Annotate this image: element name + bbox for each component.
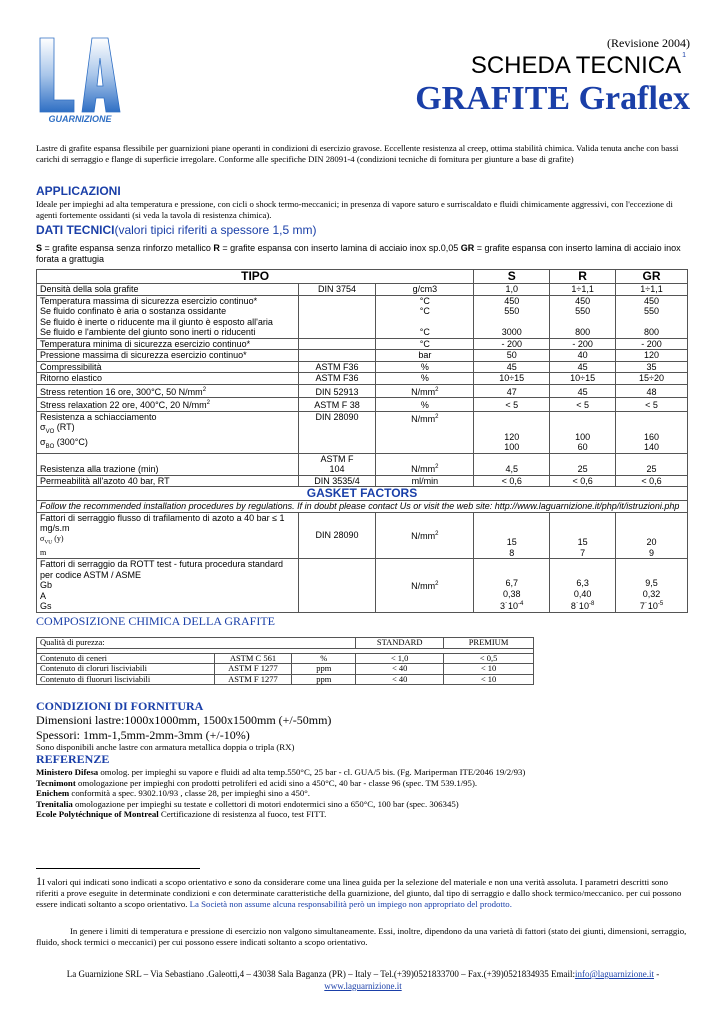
legend-gr-key: GR bbox=[460, 243, 475, 253]
row-value-gr: 15÷20 bbox=[616, 373, 688, 385]
row-label-line: Gs bbox=[40, 601, 52, 612]
value-line: 60 bbox=[577, 442, 588, 453]
row-unit: g/cm3 bbox=[376, 284, 474, 296]
footnote-disclaimer: La Società non assume alcuna responsabilità però un impiego non appropriato del prodotto. bbox=[189, 899, 512, 909]
subscript: VU bbox=[44, 539, 53, 546]
row-label-line: A bbox=[40, 590, 47, 601]
value-line: 0,32 bbox=[642, 588, 661, 599]
row-standard bbox=[298, 295, 376, 338]
reference-name: Ecole Polytéchnique of Montreal bbox=[36, 809, 159, 819]
referenze-list bbox=[36, 767, 525, 820]
row-label-line bbox=[40, 534, 295, 548]
value-line: 450 bbox=[504, 295, 520, 306]
row-unit bbox=[376, 559, 474, 613]
row-value-r: - 200 bbox=[550, 338, 616, 350]
row-label-line: mg/s.m bbox=[40, 523, 70, 534]
row-standard: DIN 3535/4 bbox=[298, 475, 376, 487]
unit-text: N/mm bbox=[411, 581, 436, 592]
row-value-r: 45 bbox=[550, 384, 616, 398]
value-line: 550 bbox=[644, 306, 660, 316]
subscript: VO bbox=[45, 428, 55, 435]
legend-r-key: R bbox=[213, 243, 220, 253]
footnote-body: I valori qui indicati sono indicati a scopo orientativo e sono da considerare come una linea guida per la selezione del materiale e non una verità assoluta. I parametri descritti sono riferiti a prove eseguite in determinate condizioni e con determinate caratteristiche della guarnizione, del giunto, dal tipo di serraggio e dallo shock termico/meccanico. per cui possono essere indicati soltanto a scopo orientativo. bbox=[36, 877, 682, 909]
row-unit: % bbox=[376, 373, 474, 385]
list-item bbox=[36, 788, 525, 799]
row-value-r: < 5 bbox=[550, 398, 616, 412]
superscript: 2 bbox=[435, 531, 439, 538]
reference-name: Trenitalia bbox=[36, 798, 73, 809]
row-value-s bbox=[474, 411, 550, 453]
reference-text: omolog. per impieghi su vapore e fluidi ad alta temp.550°C, 25 bar - cl. GUA/5 bis. (Fg. Mariperman ITE/2046 19/2/93) bbox=[98, 767, 526, 777]
reference-name: Enichem bbox=[36, 788, 70, 798]
value-line: 100 bbox=[504, 442, 520, 453]
doc-type-heading bbox=[471, 52, 686, 80]
superscript: 2 bbox=[435, 413, 439, 420]
row-label: Contenuto di fluoruri lisciviabili bbox=[37, 674, 215, 685]
value-line bbox=[619, 599, 684, 612]
type-legend bbox=[36, 243, 690, 265]
value-line: 15 bbox=[577, 537, 588, 548]
unit-text: N/mm bbox=[411, 464, 436, 475]
row-value-gr bbox=[616, 411, 688, 453]
row-value-gr: < 0,6 bbox=[616, 475, 688, 487]
unit-text: N/mm bbox=[411, 386, 436, 397]
row-standard: ASTM F36 bbox=[298, 361, 376, 373]
table-row bbox=[37, 295, 688, 338]
row-label: Compressibilità bbox=[37, 361, 299, 373]
sigma-symbol: σ bbox=[40, 422, 46, 432]
footnote-text bbox=[36, 876, 690, 910]
gasket-factors-heading: GASKET FACTORS bbox=[37, 487, 688, 501]
row-value-r: 45 bbox=[550, 361, 616, 373]
header-tipo: TIPO bbox=[37, 270, 474, 284]
table-row bbox=[37, 411, 688, 453]
row-standard bbox=[298, 453, 376, 475]
unit-line: °C bbox=[419, 306, 430, 316]
row-unit: °C bbox=[376, 338, 474, 350]
reference-text: conformità a spec. 9302.10/93 , classe 28, per impieghi sino a 450°. bbox=[69, 788, 310, 798]
dati-tecnici-title: DATI TECNICI bbox=[36, 223, 115, 237]
row-label: Resistenza alla trazione (min) bbox=[37, 453, 299, 475]
times-ten: ˙10 bbox=[575, 601, 589, 612]
value-line: 100 bbox=[575, 431, 591, 442]
row-label: Temperatura minima di sicurezza esercizio continuo* bbox=[37, 338, 299, 350]
row-value-r: 10÷15 bbox=[550, 373, 616, 385]
header-standard: STANDARD bbox=[356, 638, 444, 649]
table-row bbox=[37, 350, 688, 362]
value-line: 800 bbox=[644, 327, 660, 337]
row-standard: ASTM F36 bbox=[298, 373, 376, 385]
value-line: 450 bbox=[644, 295, 660, 306]
fornitura-thickness: Spessori: 1mm-1,5mm-2mm-3mm (+/-10%) bbox=[36, 728, 250, 742]
row-standard: ASTM C 561 bbox=[214, 653, 292, 664]
row-unit bbox=[376, 295, 474, 338]
footnote-limits: In genere i limiti di temperatura e pressione di esercizio non valgono simultaneamente. Essi, inoltre, dipendono da una varietà di fattori (stato dei giunti, dimensioni, serraggio, fluido, shock termici o meccanici) per cui possono essere indicati soltanto a scopo orientativo. bbox=[36, 926, 687, 947]
legend-gr-text: = grafite espansa con inserto lamina di acciaio inox forata a grattugia bbox=[36, 243, 681, 264]
intro-paragraph: Lastre di grafite espansa flessibile per guarnizioni piane operanti in condizioni di esercizio gravose. Eccellente resistenza al creep, ottima stabilità chimica. Valida tenuta anche con bassi carichi di serraggio e flange di superficie irregolare. Conforme alle specifiche DIN 28091-4 (condizioni tecniche di fornitura per giunture a base di grafite) bbox=[36, 143, 679, 164]
row-value-gr bbox=[616, 559, 688, 613]
fornitura-dimensions: Dimensioni lastre:1000x1000mm, 1500x1500mm (+/-50mm) bbox=[36, 713, 332, 727]
row-label-line: Gb bbox=[40, 580, 53, 591]
row-label-line: Se fluido è inerte o riducente ma il giunto è esposto all'aria bbox=[40, 316, 273, 327]
value-line: 20 bbox=[646, 537, 657, 548]
times-ten: ˙10 bbox=[505, 601, 519, 612]
row-unit: ml/min bbox=[376, 475, 474, 487]
superscript: 2 bbox=[202, 386, 207, 393]
row-value-s bbox=[474, 295, 550, 338]
footnote-number: 1 bbox=[36, 874, 42, 888]
row-label-line: Se fluido e l'ambiente del giunto sono inerti o riducenti bbox=[40, 327, 256, 337]
row-value-premium: < 10 bbox=[444, 674, 534, 685]
exponent: -4 bbox=[518, 601, 524, 608]
row-label bbox=[37, 411, 299, 453]
row-label-text: (RT) bbox=[54, 422, 75, 432]
value-line: 120 bbox=[504, 431, 520, 442]
value-line: 9,5 bbox=[645, 578, 658, 589]
table-row bbox=[37, 361, 688, 373]
unit-line: °C bbox=[419, 295, 430, 306]
row-unit: % bbox=[376, 398, 474, 412]
row-value-gr: 120 bbox=[616, 350, 688, 362]
value-line: 15 bbox=[506, 537, 517, 548]
table-row bbox=[37, 284, 688, 296]
revision-label: (Revisione 2004) bbox=[607, 36, 690, 50]
row-label-line: Fattori di serraggio flusso di trafilamento di azoto a 40 bar ≤ 1 bbox=[40, 512, 285, 523]
row-standard: DIN 3754 bbox=[298, 284, 376, 296]
row-value-standard: < 1,0 bbox=[356, 653, 444, 664]
row-value-gr bbox=[616, 295, 688, 338]
row-value-s: 4,5 bbox=[474, 453, 550, 475]
row-label-line: Resistenza a schiacciamento bbox=[40, 411, 157, 422]
row-standard: DIN 52913 bbox=[298, 384, 376, 398]
row-value-r bbox=[550, 512, 616, 559]
sigma-symbol: σ bbox=[40, 437, 46, 448]
value-line: 800 bbox=[575, 327, 591, 337]
row-label-line: Fattori di serraggio da ROTT test - futura procedura standard bbox=[40, 559, 283, 570]
row-value-standard: < 40 bbox=[356, 664, 444, 675]
row-label bbox=[37, 512, 299, 559]
table-row bbox=[37, 338, 688, 350]
row-label-line: Temperatura massima di sicurezza esercizio continuo* bbox=[40, 295, 258, 306]
exponent: -5 bbox=[657, 601, 664, 608]
reference-text: omologazione per impieghi su testate e collettori di motori endotermici sino a 650°C, 100 bar (spec. 306345) bbox=[72, 798, 459, 809]
row-unit: ppm bbox=[292, 664, 356, 675]
mantissa: 8 bbox=[570, 601, 576, 612]
table-row bbox=[37, 373, 688, 385]
legend-s-key: S bbox=[36, 243, 43, 253]
row-label: Ritorno elastico bbox=[37, 373, 299, 385]
list-item bbox=[36, 767, 525, 778]
row-label bbox=[37, 295, 299, 338]
row-label-line bbox=[40, 422, 295, 437]
dati-tecnici-subtitle: (valori tipici riferiti a spessore 1,5 mm) bbox=[114, 223, 317, 237]
list-item bbox=[36, 809, 525, 820]
reference-text: Certificazione di resistenza al fuoco, test FITT. bbox=[158, 809, 327, 819]
row-standard bbox=[298, 350, 376, 362]
applicazioni-heading: APPLICAZIONI bbox=[36, 184, 121, 198]
gasket-factors-header-row bbox=[37, 487, 688, 501]
row-standard: DIN 28090 bbox=[298, 512, 376, 559]
row-value-s: 1,0 bbox=[474, 284, 550, 296]
row-value-r: 1÷1,1 bbox=[550, 284, 616, 296]
row-value-r: < 0,6 bbox=[550, 475, 616, 487]
row-unit: % bbox=[376, 361, 474, 373]
value-line: 0,40 bbox=[573, 588, 592, 599]
page-title: GRAFITE Graflex bbox=[415, 80, 690, 117]
applicazioni-text: Ideale per impieghi ad alta temperatura e pressione, con cicli o shock termo-meccanici; in presenza di vapore saturo e surriscaldato e fluidi chimicamente aggressivi, con l'eccezione di agenti fortemente ossidanti (si veda la tavola di resistenza chimica). bbox=[36, 199, 673, 220]
row-standard bbox=[298, 338, 376, 350]
composizione-heading: COMPOSIZIONE CHIMICA DELLA GRAFITE bbox=[36, 614, 276, 628]
website-link[interactable]: www.laguarnizione.it bbox=[324, 981, 402, 991]
table-row bbox=[37, 475, 688, 487]
footnote-ref: 1 bbox=[682, 52, 686, 59]
table-row bbox=[37, 664, 534, 675]
row-label-line: Se fluido confinato è aria o sostanza ossidante bbox=[40, 306, 227, 316]
table-row bbox=[37, 512, 688, 559]
row-label-text: (300°C) bbox=[54, 437, 88, 448]
table-row bbox=[37, 398, 688, 412]
value-line: 160 bbox=[644, 431, 660, 442]
footer-dash: - bbox=[654, 969, 660, 979]
value-line: 550 bbox=[575, 306, 591, 316]
row-label-text: (y) bbox=[52, 533, 64, 543]
mantissa: 3 bbox=[500, 601, 506, 612]
logo-graphic bbox=[36, 36, 124, 126]
header-s: S bbox=[474, 270, 550, 284]
row-standard: ASTM F 38 bbox=[298, 398, 376, 412]
row-value-gr bbox=[616, 512, 688, 559]
row-value-r bbox=[550, 295, 616, 338]
row-label: Contenuto di cloruri lisciviabili bbox=[37, 664, 215, 675]
row-standard bbox=[298, 559, 376, 613]
table-row bbox=[37, 453, 688, 475]
unit-line: °C bbox=[419, 327, 430, 337]
header-r: R bbox=[550, 270, 616, 284]
mantissa: 7 bbox=[639, 601, 645, 612]
row-value-s bbox=[474, 559, 550, 613]
row-value-standard: < 40 bbox=[356, 674, 444, 685]
header-gr: GR bbox=[616, 270, 688, 284]
row-label-line bbox=[40, 437, 295, 452]
row-value-premium: < 10 bbox=[444, 664, 534, 675]
row-label: Densità della sola grafite bbox=[37, 284, 299, 296]
value-line: 6,7 bbox=[505, 578, 518, 589]
fornitura-heading: CONDIZIONI DI FORNITURA bbox=[36, 699, 204, 713]
standard-line: 104 bbox=[329, 464, 345, 475]
list-item bbox=[36, 799, 525, 810]
row-value-r bbox=[550, 411, 616, 453]
dati-tecnici-heading bbox=[36, 223, 317, 237]
table-row bbox=[37, 653, 534, 664]
row-standard: ASTM F 1277 bbox=[214, 674, 292, 685]
logo-subtitle: GUARNIZIONE bbox=[48, 114, 112, 124]
header-premium: PREMIUM bbox=[444, 638, 534, 649]
value-line: 550 bbox=[504, 306, 520, 316]
row-standard: ASTM F 1277 bbox=[214, 664, 292, 675]
row-unit: % bbox=[292, 653, 356, 664]
row-value-r: 25 bbox=[550, 453, 616, 475]
value-line: 6,3 bbox=[576, 578, 589, 589]
row-label-text: Stress relaxation 22 ore, 400°C, 20 N/mm bbox=[40, 400, 207, 410]
table-header-row bbox=[37, 270, 688, 284]
value-line: 140 bbox=[644, 442, 660, 453]
row-value-s bbox=[474, 512, 550, 559]
referenze-heading: REFERENZE bbox=[36, 752, 110, 766]
row-value-s: - 200 bbox=[474, 338, 550, 350]
composition-header-row bbox=[37, 638, 534, 649]
composition-table bbox=[36, 637, 534, 685]
row-value-s: 47 bbox=[474, 384, 550, 398]
row-label: Contenuto di ceneri bbox=[37, 653, 215, 664]
table-row bbox=[37, 384, 688, 398]
subscript: BO bbox=[45, 444, 55, 451]
company-logo bbox=[36, 36, 124, 131]
doc-type-text: SCHEDA TECNICA bbox=[470, 52, 682, 79]
superscript: 2 bbox=[435, 386, 439, 393]
row-standard: DIN 28090 bbox=[298, 411, 376, 453]
row-value-gr: 35 bbox=[616, 361, 688, 373]
row-unit bbox=[376, 384, 474, 398]
value-line: 8 bbox=[509, 547, 515, 558]
row-value-premium: < 0,5 bbox=[444, 653, 534, 664]
footer-address: La Guarnizione SRL – Via Sebastiano .Galeotti,4 – 43038 Sala Baganza (PR) – Italy – Tel.(+39)0521833700 – Fax.(+39)0521834935 Email: bbox=[66, 969, 575, 979]
row-value-r: 40 bbox=[550, 350, 616, 362]
row-unit bbox=[376, 512, 474, 559]
value-line: 7 bbox=[580, 547, 586, 558]
row-label-text: Stress retention 16 ore, 300°C, 50 N/mm bbox=[40, 386, 203, 397]
list-item bbox=[36, 778, 525, 789]
footnote-separator bbox=[36, 868, 200, 869]
row-value-r bbox=[550, 559, 616, 613]
superscript: 2 bbox=[435, 464, 439, 471]
gasket-note-row bbox=[37, 501, 688, 513]
row-label bbox=[37, 398, 299, 412]
table-row bbox=[37, 559, 688, 613]
sigma-symbol: σ bbox=[40, 533, 45, 543]
standard-line: ASTM F bbox=[320, 453, 354, 464]
row-value-s: 45 bbox=[474, 361, 550, 373]
value-line bbox=[477, 599, 546, 612]
row-value-gr: - 200 bbox=[616, 338, 688, 350]
reference-text: omologazione per impieghi con prodotti petroliferi ed acidi sino a 450°C, 40 bar - classe 96 (spec. TM 539.1/95). bbox=[75, 777, 478, 788]
value-line: 0,38 bbox=[502, 588, 521, 599]
row-label bbox=[37, 384, 299, 398]
purity-label: Qualità di purezza: bbox=[37, 638, 356, 649]
row-label: Permeabilità all'azoto 40 bar, RT bbox=[37, 475, 299, 487]
row-unit bbox=[376, 411, 474, 453]
superscript: 2 bbox=[435, 581, 439, 588]
row-label-line: m bbox=[40, 547, 47, 557]
legend-r-text: = grafite espansa con inserto lamina di acciaio inox sp.0,05 bbox=[219, 243, 461, 253]
unit-text: N/mm bbox=[411, 413, 436, 424]
row-unit bbox=[376, 453, 474, 475]
row-value-gr: 25 bbox=[616, 453, 688, 475]
reference-name: Tecnimont bbox=[36, 777, 76, 788]
unit-text: N/mm bbox=[411, 531, 436, 542]
row-label: Pressione massima di sicurezza esercizio continuo* bbox=[37, 350, 299, 362]
value-line bbox=[553, 599, 612, 612]
reference-name: Ministero Difesa bbox=[36, 767, 99, 777]
technical-data-table bbox=[36, 269, 688, 613]
value-line: 9 bbox=[649, 547, 655, 558]
row-value-gr: 48 bbox=[616, 384, 688, 398]
row-value-s: < 5 bbox=[474, 398, 550, 412]
row-value-gr: 1÷1,1 bbox=[616, 284, 688, 296]
times-ten: ˙10 bbox=[644, 601, 658, 612]
gasket-note: Follow the recommended installation procedures by regulations. If in doubt please contact Us or visit the web site: http://www.laguarnizione.it/php/it/istruzioni.php bbox=[37, 501, 688, 513]
value-line: 3000 bbox=[501, 327, 522, 337]
page-footer bbox=[36, 968, 690, 992]
exponent: -8 bbox=[588, 601, 595, 608]
row-label bbox=[37, 559, 299, 613]
row-value-s: 10÷15 bbox=[474, 373, 550, 385]
table-row bbox=[37, 674, 534, 685]
email-link[interactable]: info@laguarnizione.it bbox=[574, 969, 654, 979]
row-label-line: per codice ASTM / ASME bbox=[40, 569, 142, 580]
legend-s-text: = grafite espansa senza rinforzo metallico bbox=[42, 243, 214, 253]
row-unit: ppm bbox=[292, 674, 356, 685]
value-line: 450 bbox=[575, 295, 591, 306]
fornitura-note: Sono disponibili anche lastre con armatura metallica doppia o tripla (RX) bbox=[36, 742, 295, 752]
superscript: 2 bbox=[206, 400, 211, 406]
row-value-gr: < 5 bbox=[616, 398, 688, 412]
row-unit: bar bbox=[376, 350, 474, 362]
row-value-s: 50 bbox=[474, 350, 550, 362]
row-value-s: < 0,6 bbox=[474, 475, 550, 487]
